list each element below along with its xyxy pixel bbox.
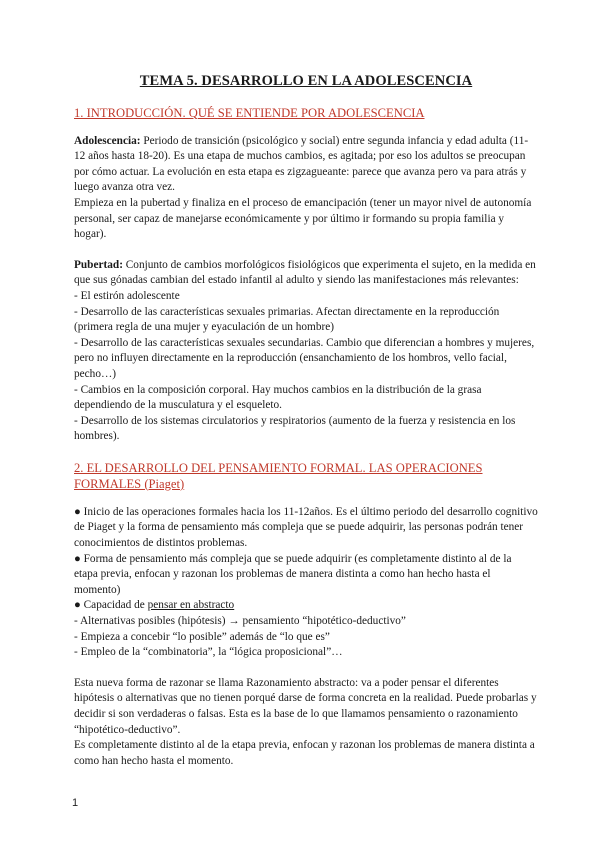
operaciones-formales-block <box>74 505 538 661</box>
pubertad-item: - Desarrollo de las características sexuales secundarias. Cambio que diferencian a hombres y mujeres, pero no influyen directamente en la reproducción (ensanchamiento de los hombros, vello facial, pecho…) <box>74 336 535 380</box>
page-number: 1 <box>72 797 79 809</box>
pensar-en-abstracto: pensar en abstracto <box>147 599 235 612</box>
dash-item: - Empleo de la “combinatoria”, la “lógica proposicional”… <box>74 646 343 659</box>
pubertad-item: - Desarrollo de las características sexuales primarias. Afectan directamente en la reproducción (primera regla de una mujer y eyaculación de un hombre) <box>74 305 500 334</box>
dash-item: - Alternativas posibles (hipótesis) → pensamiento “hipotético-deductivo” <box>74 615 406 628</box>
adolescencia-paragraph <box>74 134 538 196</box>
pubertad-term: Pubertad: <box>74 258 123 271</box>
section-1-heading: 1. INTRODUCCIÓN. QUÉ SE ENTIENDE POR ADOLESCENCIA <box>74 105 425 120</box>
adolescencia-definition: Periodo de transición (psicológico y social) entre segunda infancia y edad adulta (11-12 años hasta 18-20). Es una etapa de muchos cambios, es agitada; por eso los adultos se preocupan por cómo actuar. La evolución en esta etapa es zigzagueante: parece que avanza pero va para atrás y luego avanza otra vez. <box>74 134 529 194</box>
closing-paragraph: Esta nueva forma de razonar se llama Razonamiento abstracto: va a poder pensar el diferentes hipótesis o alternativas que no tienen porqué darse de forma concreta en la realidad. Puede probarlas y decidir si son verdaderas o falsas. Esta es la base de lo que llamamos pensamiento o razonamiento “hipotético-deductivo”. <box>74 676 537 736</box>
section-2-heading: 2. EL DESARROLLO DEL PENSAMIENTO FORMAL. LAS OPERACIONES FORMALES (Piaget) <box>74 460 483 491</box>
pubertad-item: - Cambios en la composición corporal. Hay muchos cambios en la distribución de la grasa dependiendo de la musculatura y el esqueleto. <box>74 383 482 412</box>
pubertad-block <box>74 258 538 445</box>
adolescencia-extra: Empieza en la pubertad y finaliza en el proceso de emancipación (tener un mayor nivel de autonomía personal, ser capaz de manejarse económicamente y por último ir formando su propia familia y hogar). <box>74 196 532 241</box>
bullet-item <box>74 598 538 614</box>
document-title: TEMA 5. DESARROLLO EN LA ADOLESCENCIA <box>139 73 473 89</box>
bullet-item: ● Forma de pensamiento más compleja que se puede adquirir (es completamente distinto al de la etapa previa, enfocan y razonan los problemas de manera distinta a como han hecho hasta el momento) <box>74 552 512 596</box>
pubertad-item: - El estirón adolescente <box>74 289 180 302</box>
bullet-item: ● Inicio de las operaciones formales hacia los 11-12años. Es el último periodo del desarrollo cognitivo de Piaget y la forma de pensamiento más compleja que se puede adquirir, las personas podrán tener conocimientos de distintos problemas. <box>74 505 538 550</box>
pubertad-definition: Conjunto de cambios morfológicos fisiológicos que experimenta el sujeto, en la medida en que sus gónadas cambian del estado infantil al adulto y siendo las manifestaciones más relevantes: <box>74 258 536 287</box>
dash-item: - Empieza a concebir “lo posible” además de “lo que es” <box>74 630 330 643</box>
pubertad-paragraph <box>74 258 538 289</box>
adolescencia-block <box>74 134 538 243</box>
bullet-prefix: ● Capacidad de <box>74 599 148 612</box>
razonamiento-abstracto-block <box>74 676 538 770</box>
adolescencia-term: Adolescencia: <box>74 134 141 147</box>
closing-paragraph: Es completamente distinto al de la etapa previa, enfocan y razonan los problemas de manera distinta a como han hecho hasta el momento. <box>74 739 535 767</box>
pubertad-item: - Desarrollo de los sistemas circulatorios y respiratorios (aumento de la fuerza y resistencia en los hombres). <box>74 414 516 443</box>
